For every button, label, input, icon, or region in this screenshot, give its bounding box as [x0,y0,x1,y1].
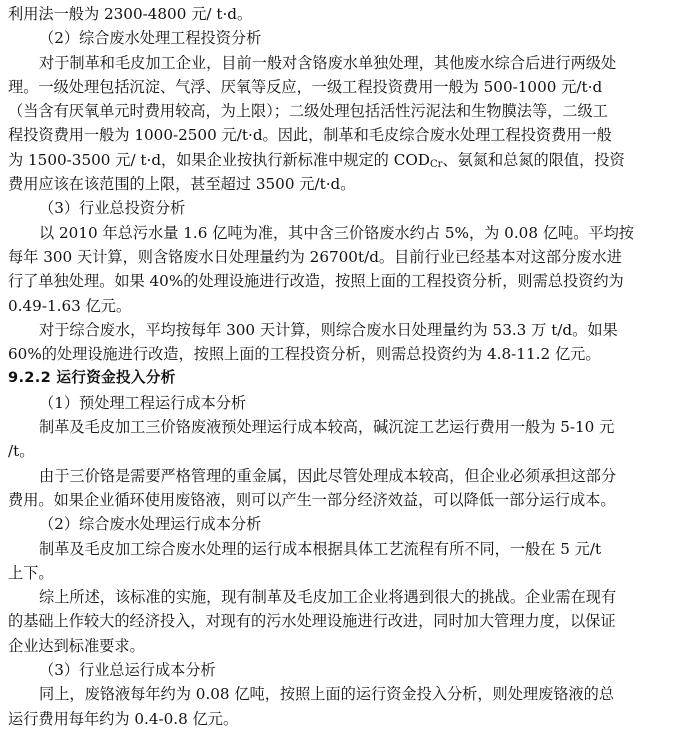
text-line: 0.49-1.63 亿元。 [8,296,132,315]
chapter-heading: 9.2.2 运行资金投入分析 [8,369,176,387]
text-line: 程投资费用一般为 1000-2500 元/t·d。因此，制革和毛皮综合废水处理工程投资费用一般 [8,126,612,145]
text-line: 综上所述，该标准的实施，现有制革及毛皮加工企业将遇到很大的挑战。企业需在现有 [39,588,617,607]
text-line: 运行费用每年约为 0.4-0.8 亿元。 [8,709,239,728]
section-heading: （2）综合废水处理运行成本分析 [39,515,262,534]
section-heading: （2）综合废水处理工程投资分析 [39,29,262,48]
text-line: 行了单独处理。如果 40%的处理设施进行改造，按照上面的工程投资分析，则需总投资约为 [8,272,624,291]
text-line: 制革及毛皮加工综合废水处理的运行成本根据具体工艺流程有所不同，一般在 5 元/t [39,539,602,558]
text-line: 上下。 [8,563,54,582]
text-line: （当含有厌氧单元时费用较高，为上限）；二级处理包括活性污泥法和生物膜法等，二级工 [8,102,608,121]
text-line: 对于综合废水，平均按每年 300 天计算，则综合废水日处理量约为 53.3 万 t/d。如果 [39,320,618,339]
text-line [8,148,671,172]
text-line: 每年 300 天计算，则含铬废水日处理量约为 26700t/d。目前行业已经基本对这部分废水进 [8,247,622,266]
text-fragment: 为 1500-3500 元/ t·d，如果企业按执行新标准中规定的 COD [8,150,430,169]
section-heading: （3）行业总投资分析 [39,199,186,218]
text-line: 60%的处理设施进行改造，按照上面的工程投资分析，则需总投资约为 4.8-11.2 亿元。 [8,345,601,364]
text-line: 由于三价铬是需要严格管理的重金属，因此尽管处理成本较高，但企业必须承担这部分 [39,466,617,485]
text-line: 的基础上作较大的经济投入，对现有的污水处理设施进行改进，同时加大管理力度，以保证 [8,612,616,631]
text-line: 利用法一般为 2300-4800 元/ t·d。 [8,5,253,23]
text-line: /t。 [8,442,35,461]
text-line: 理。一级处理包括沉淀、气浮、厌氧等反应，一级工程投资费用一般为 500-1000 元/t·d [8,77,603,96]
section-heading: （1）预处理工程运行成本分析 [39,393,247,412]
text-line: 对于制革和毛皮加工企业，目前一般对含铬废水单独处理，其他废水综合后进行两级处 [39,53,617,72]
text-line: 以 2010 年总污水量 1.6 亿吨为准，其中含三价铬废水约占 5%，为 0.08 亿吨。平均按 [39,223,634,242]
text-fragment: 、氨氮和总氮的限值，投资 [442,150,625,169]
text-line: 同上，废铬液每年约为 0.08 亿吨，按照上面的运行资金投入分析，则处理废铬液的总 [39,685,615,704]
section-heading: （3）行业总运行成本分析 [39,661,216,680]
text-line: 企业达到标准要求。 [8,636,145,655]
text-line: 制革及毛皮加工三价铬废液预处理运行成本较高，碱沉淀工艺运行费用一般为 5-10 元 [39,418,615,437]
cod-subscript: Cr [429,158,443,170]
text-line: 费用。如果企业循环使用废铬液，则可以产生一部分经济效益，可以降低一部分运行成本。 [8,490,616,509]
text-line: 费用应该在该范围的上限，甚至超过 3500 元/t·d。 [8,175,356,194]
